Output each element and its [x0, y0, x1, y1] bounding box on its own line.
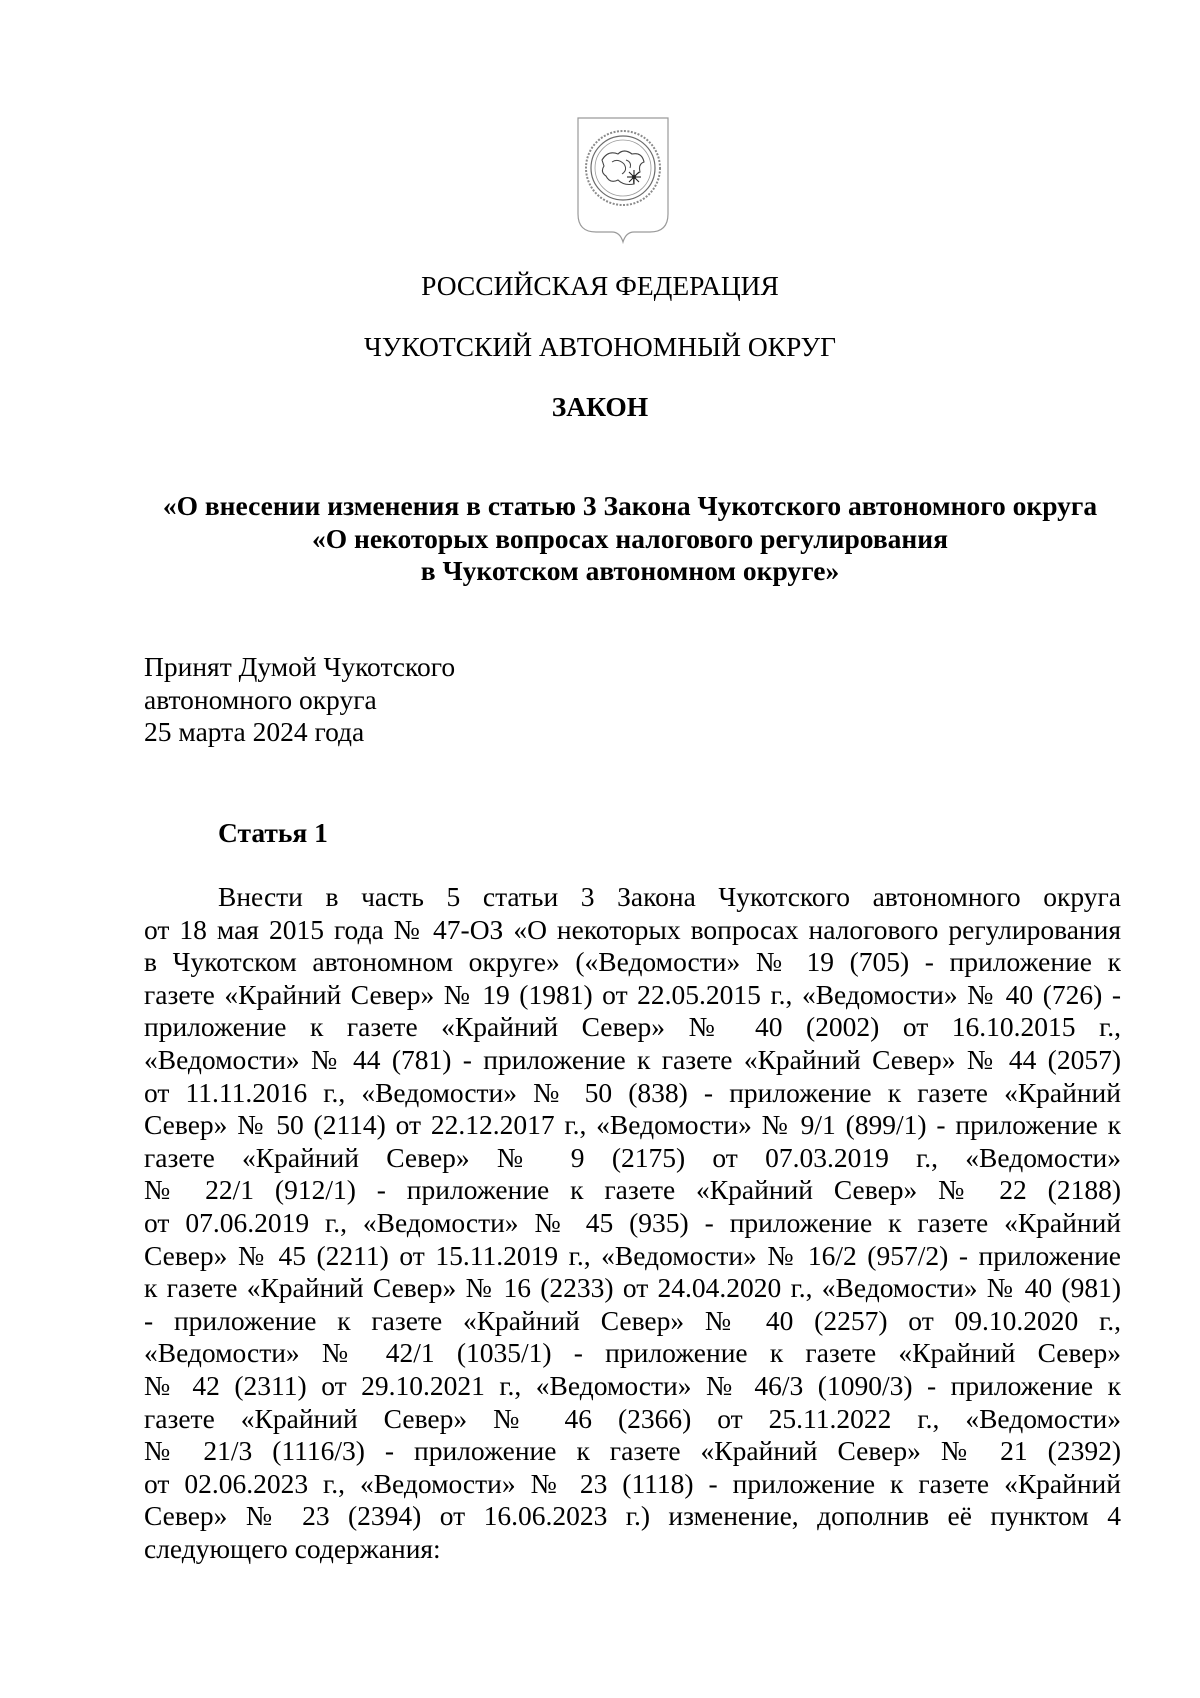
body-line: газете «Крайний Север» № 46 (2366) от 25.11.2022 г., «Ведомости» [144, 1402, 1121, 1434]
article-heading: Статья 1 [218, 817, 328, 848]
body-line: приложение к газете «Крайний Север» № 40 (2002) от 16.10.2015 г., [144, 1011, 1121, 1043]
body-line: «Ведомости» № 42/1 (1035/1) - приложение к газете «Крайний Север» [144, 1337, 1121, 1369]
article-body [144, 881, 1121, 1565]
body-line: от 07.06.2019 г., «Ведомости» № 45 (935) - приложение к газете «Крайний [144, 1206, 1121, 1238]
body-line: № 22/1 (912/1) - приложение к газете «Крайний Север» № 22 (2188) [144, 1174, 1121, 1206]
body-line: Север» № 23 (2394) от 16.06.2023 г.) изменение, дополнив её пунктом 4 [144, 1500, 1121, 1532]
coat-of-arms-emblem [572, 114, 674, 264]
body-line: от 11.11.2016 г., «Ведомости» № 50 (838) - приложение к газете «Крайний [144, 1076, 1121, 1108]
body-line: - приложение к газете «Крайний Север» № 40 (2257) от 09.10.2020 г., [144, 1304, 1121, 1336]
body-line: в Чукотском автономном округе» («Ведомости» № 19 (705) - приложение к [144, 946, 1121, 978]
body-line: № 21/3 (1116/3) - приложение к газете «Крайний Север» № 21 (2392) [144, 1435, 1121, 1467]
body-line: следующего содержания: [144, 1532, 441, 1564]
law-title-line: «О некоторых вопросах налогового регулирования [311, 522, 949, 554]
law-title [140, 490, 1120, 588]
law-title-line: в Чукотском автономном округе» [420, 555, 840, 586]
body-line: Север» № 45 (2211) от 15.11.2019 г., «Ведомости» № 16/2 (957/2) - приложение [144, 1239, 1121, 1271]
body-line: Север» № 50 (2114) от 22.12.2017 г., «Ведомости» № 9/1 (899/1) - приложение к [144, 1109, 1121, 1141]
country-name: РОССИЙСКАЯ ФЕДЕРАЦИЯ [421, 270, 779, 301]
body-line: «Ведомости» № 44 (781) - приложение к газете «Крайний Север» № 44 (2057) [144, 1043, 1121, 1075]
adoption-info [144, 651, 455, 749]
law-title-line: «О внесении изменения в статью 3 Закона Чукотского автономного округа [162, 490, 1098, 521]
adoption-date: 25 марта 2024 года [144, 716, 365, 747]
document-type: ЗАКОН [551, 391, 649, 422]
body-line: Внести в часть 5 статьи 3 Закона Чукотского автономного округа [218, 881, 1121, 912]
body-line: газете «Крайний Север» № 9 (2175) от 07.03.2019 г., «Ведомости» [144, 1141, 1121, 1173]
body-line: № 42 (2311) от 29.10.2021 г., «Ведомости» № 46/3 (1090/3) - приложение к [144, 1369, 1121, 1401]
body-line: от 18 мая 2015 года № 47-ОЗ «О некоторых вопросах налогового регулирования [144, 913, 1121, 945]
adoption-line: Принят Думой Чукотского [144, 651, 456, 682]
region-name: ЧУКОТСКИЙ АВТОНОМНЫЙ ОКРУГ [364, 331, 836, 362]
body-line: от 02.06.2023 г., «Ведомости» № 23 (1118) - приложение к газете «Крайний [144, 1467, 1121, 1499]
body-line: газете «Крайний Север» № 19 (1981) от 22.05.2015 г., «Ведомости» № 40 (726) - [144, 978, 1121, 1010]
body-line: к газете «Крайний Север» № 16 (2233) от 24.04.2020 г., «Ведомости» № 40 (981) [144, 1272, 1121, 1304]
adoption-line: автономного округа [144, 683, 377, 715]
